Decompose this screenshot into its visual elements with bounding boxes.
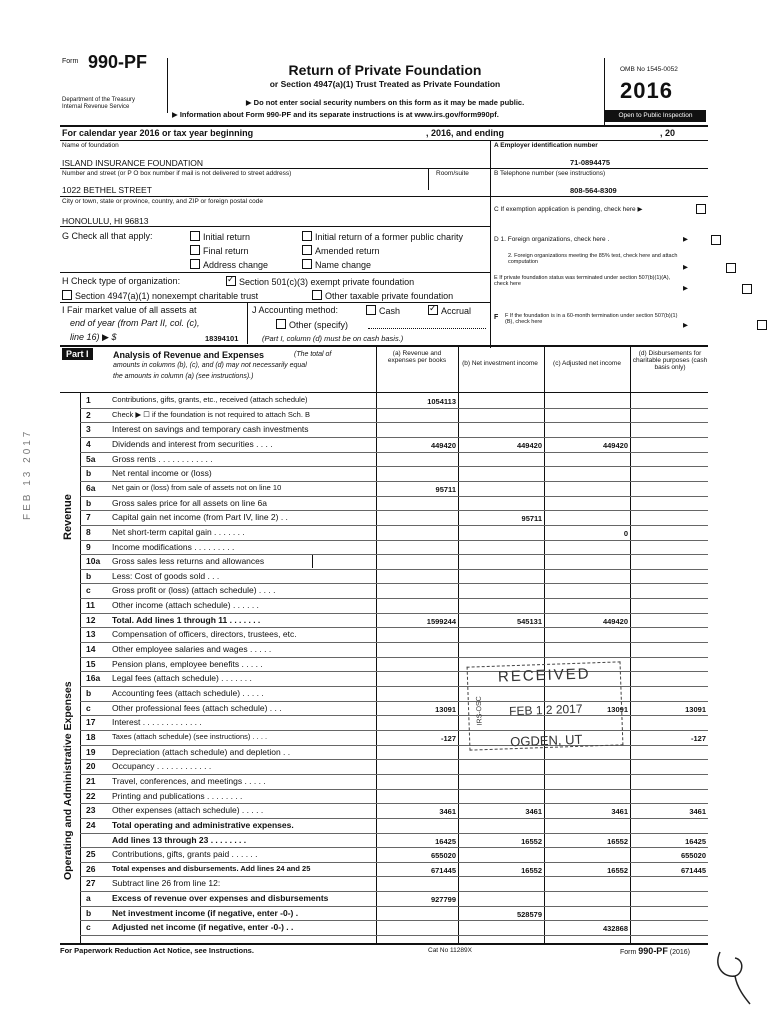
row-number: 27	[86, 878, 96, 889]
row-label: Total expenses and disbursements. Add lines 24 and 25	[112, 863, 311, 873]
row-number: 13	[86, 629, 96, 640]
option-label: Section 4947(a)(1) nonexempt charitable trust	[75, 291, 259, 301]
footer-form-year: (2016)	[669, 949, 690, 956]
part1-title: Analysis of Revenue and Expenses	[113, 350, 265, 360]
row-number: c	[86, 922, 91, 933]
row-label: Contributions, gifts, grants paid . . . . . .	[112, 849, 258, 860]
foreign-org-label: D 1. Foreign organizations, check here .	[494, 236, 610, 243]
status-terminated-checkbox[interactable]	[742, 284, 752, 294]
footer-form-id	[620, 946, 690, 956]
cell-a[interactable]: 671445	[430, 865, 456, 875]
row-number: 14	[86, 644, 96, 655]
info-notice: ▶ Information about Form 990-PF and its separate instructions is at www.irs.gov/form990pf.	[172, 110, 499, 119]
street-label: Number and street (or P O box number if mail is not delivered to street address)	[62, 170, 292, 177]
row-number: 17	[86, 717, 96, 728]
address-change-option[interactable]	[190, 259, 268, 270]
received-city: OGDEN, UT	[509, 731, 583, 750]
option-label: Other taxable private foundation	[325, 291, 454, 301]
row-number: b	[86, 570, 92, 581]
foreign-85-label: 2. Foreign organizations meeting the 85% test, check here and attach computation	[508, 253, 678, 265]
omb-number: OMB No 1545-0052	[620, 66, 678, 73]
option-label: Section 501(c)(3) exempt private foundation	[239, 277, 415, 287]
row-number: 12	[86, 614, 96, 625]
org-501c3-option[interactable]	[226, 276, 414, 287]
cell-c[interactable]: 3461	[611, 807, 628, 817]
amended-return-option[interactable]	[302, 245, 380, 256]
row-label: Other expenses (attach schedule) . . . . .	[112, 805, 264, 816]
checkbox[interactable]	[302, 259, 312, 269]
city-state-zip: HONOLULU, HI 96813	[62, 216, 149, 226]
line-10a-input[interactable]	[312, 555, 375, 568]
row-number: a	[86, 893, 91, 904]
form-label: Form	[62, 58, 79, 65]
row-label: Net rental income or (loss)	[112, 468, 212, 479]
other-method-option[interactable]	[276, 319, 348, 330]
city-label: City or town, state or province, country, and ZIP or foreign postal code	[62, 198, 263, 205]
part1-badge: Part I	[62, 348, 93, 360]
exemption-pending-label: C If exemption application is pending, check here ▶	[494, 206, 643, 213]
row-number: c	[86, 585, 91, 596]
row-label: Other professional fees (attach schedule) . . .	[112, 702, 282, 713]
other-specify-line[interactable]	[368, 328, 486, 329]
row-label: Legal fees (attach schedule) . . . . . . .	[112, 673, 252, 684]
fmv-line3: line 16) ▶ $	[70, 332, 117, 342]
fmv-line1: I Fair market value of all assets at	[62, 305, 197, 315]
row-number: 25	[86, 849, 96, 860]
row-number: 18	[86, 731, 96, 742]
check-all-label: G Check all that apply:	[62, 231, 153, 241]
received-date: FEB 1 2 2017	[508, 701, 583, 719]
part1-desc2: amounts in columns (b), (c), and (d) may not necessarily equal	[113, 362, 307, 369]
cell-c[interactable]: 432868	[602, 924, 628, 934]
former-public-charity-option[interactable]	[302, 231, 463, 242]
exemption-pending-checkbox[interactable]	[696, 204, 706, 214]
option-label: Final return	[203, 246, 249, 256]
arrow-icon: ▶	[683, 236, 688, 243]
org-type-label: H Check type of organization:	[62, 276, 181, 286]
org-other-taxable-option[interactable]	[312, 290, 453, 301]
row-number: 2	[86, 409, 91, 420]
option-label: Cash	[379, 306, 401, 316]
row-label: Adjusted net income (if negative, enter -0-) . .	[112, 922, 294, 933]
footer-cat-number: Cat No 11289X	[428, 947, 472, 954]
row-number: 9	[86, 541, 91, 552]
row-label: Interest . . . . . . . . . . . . .	[112, 717, 202, 728]
foreign-org-checkbox[interactable]	[711, 235, 721, 245]
checkbox[interactable]	[366, 305, 376, 315]
ssn-notice: ▶ Do not enter social security numbers on this form as it may be made public.	[245, 98, 525, 107]
cell-b[interactable]: 449420	[516, 440, 542, 450]
checkbox[interactable]	[190, 231, 200, 241]
accounting-method-label: J Accounting method:	[252, 305, 339, 315]
department: Department of the Treasury	[62, 97, 136, 103]
open-public-badge: Open to Public Inspection	[605, 110, 706, 122]
row-number: 4	[86, 438, 91, 449]
row-number: 6a	[86, 482, 96, 493]
cell-a[interactable]: 1599244	[426, 616, 456, 626]
checkbox[interactable]	[302, 231, 312, 241]
revenue-section-label: Revenue	[62, 494, 74, 540]
row-label: Travel, conferences, and meetings . . . . .	[112, 775, 266, 786]
option-label: Amended return	[315, 246, 380, 256]
row-label: Depreciation (attach schedule) and depletion . .	[112, 746, 291, 757]
row-number: 23	[86, 805, 96, 816]
calendar-year-label: For calendar year 2016 or tax year beginning	[62, 128, 254, 138]
row-number: 7	[86, 512, 91, 523]
cell-c[interactable]: 13091	[607, 704, 628, 714]
row-number: c	[86, 702, 91, 713]
col-c-header: (c) Adjusted net income	[553, 360, 621, 367]
cell-d[interactable]: 671445	[680, 865, 706, 875]
form-title: Return of Private Foundation	[288, 62, 482, 78]
row-label: Net investment income (if negative, enter -0-) .	[112, 907, 299, 918]
cell-a[interactable]: 95711	[435, 484, 456, 494]
row-label: Add lines 13 through 23 . . . . . . . .	[112, 834, 247, 845]
received-text: RECEIVED	[497, 665, 591, 686]
row-label: Pension plans, employee benefits . . . . .	[112, 658, 263, 669]
cell-a[interactable]: 449420	[430, 440, 456, 450]
row-number: 16a	[86, 673, 101, 684]
row-number: 24	[86, 819, 96, 830]
cell-b[interactable]: 528579	[516, 909, 542, 919]
cell-d[interactable]: -127	[690, 733, 706, 743]
col-d-header: (d) Disbursements for charitable purposes (cash basis only)	[632, 350, 708, 371]
footer-form-number: 990-PF	[638, 946, 668, 956]
cell-c[interactable]: 449420	[602, 616, 628, 626]
f-letter: F	[494, 314, 499, 321]
row-number: b	[86, 688, 92, 698]
row-label: Income modifications . . . . . . . . .	[112, 541, 235, 552]
cell-d[interactable]: 16425	[685, 836, 706, 846]
row-label: Gross sales less returns and allowances	[112, 556, 265, 567]
col-a-header: (a) Revenue and expenses per books	[387, 350, 447, 364]
cell-a[interactable]: 13091	[435, 704, 456, 714]
cash-basis-note: (Part I, column (d) must be on cash basis.)	[262, 334, 404, 343]
expenses-section-label: Operating and Administrative Expenses	[62, 681, 74, 880]
fmv-line2: end of year (from Part II, col. (c),	[70, 318, 200, 328]
option-label: Other (specify)	[289, 320, 349, 330]
foreign-85-checkbox[interactable]	[726, 263, 736, 273]
row-label: Less: Cost of goods sold . . .	[112, 570, 220, 581]
fmv-value: 18394101	[205, 334, 239, 343]
row-number: 21	[86, 775, 96, 786]
row-label: Subtract line 26 from line 12:	[112, 878, 221, 889]
row-label: Gross rents . . . . . . . . . . . .	[112, 453, 213, 464]
arrow-icon: ▶	[683, 264, 688, 271]
checkbox[interactable]	[312, 290, 322, 300]
checkbox[interactable]	[190, 259, 200, 269]
footer-paperwork-notice: For Paperwork Reduction Act Notice, see Instructions.	[60, 946, 254, 955]
form-subtitle: or Section 4947(a)(1) Trust Treated as Private Foundation	[269, 79, 501, 89]
row-number: 11	[86, 600, 95, 611]
foundation-name: ISLAND INSURANCE FOUNDATION	[62, 158, 204, 168]
calendar-year-end: , 20	[660, 128, 676, 138]
row-label: Capital gain net income (from Part IV, line 2) . .	[112, 512, 288, 523]
phone-label: B Telephone number (see instructions)	[494, 170, 606, 177]
row-label: Gross sales price for all assets on line 6a	[112, 497, 267, 508]
row-number: 8	[86, 526, 91, 537]
option-label: Address change	[203, 260, 269, 270]
option-label: Accrual	[441, 306, 472, 316]
cash-option[interactable]	[366, 305, 400, 316]
footer-form-prefix: Form	[620, 949, 637, 956]
row-label: Printing and publications . . . . . . . .	[112, 790, 243, 801]
phone-value: 808-564-8309	[570, 186, 617, 195]
cell-a[interactable]: 1054113	[427, 397, 456, 406]
form-number: 990-PF	[88, 52, 148, 72]
name-label: Name of foundation	[62, 142, 119, 149]
cell-a[interactable]: 655020	[430, 851, 456, 861]
arrow-icon: ▶	[683, 322, 688, 329]
cell-b[interactable]: 16552	[521, 865, 542, 875]
row-label: Other employee salaries and wages . . . . .	[112, 644, 272, 655]
side-stamp: FEB 13 2017	[22, 428, 33, 520]
option-label: Name change	[315, 260, 372, 270]
cell-b[interactable]: 16552	[521, 836, 542, 846]
row-label: Gross profit or (loss) (attach schedule) . . . .	[112, 585, 276, 596]
row-number: 10a	[86, 556, 101, 567]
row-label: Occupancy . . . . . . . . . . . .	[112, 761, 212, 772]
col-b-header: (b) Net investment income	[462, 360, 538, 367]
cell-a[interactable]: 3461	[439, 807, 456, 817]
row-number: 22	[86, 790, 96, 801]
row-label: Other income (attach schedule) . . . . . .	[112, 600, 259, 611]
checkbox[interactable]	[428, 305, 438, 315]
part1-desc3: the amounts in column (a) (see instructions).)	[113, 373, 254, 380]
row-number: 15	[86, 658, 96, 669]
option-label: Initial return of a former public charity	[315, 232, 464, 242]
name-change-option[interactable]	[302, 259, 371, 270]
received-stamp	[467, 661, 624, 750]
cell-b[interactable]: 95711	[521, 514, 542, 524]
checkbox[interactable]	[62, 290, 72, 300]
ein-value: 71-0894475	[570, 158, 611, 167]
row-label: Check ▶ ☐ if the foundation is not required to attach Sch. B	[112, 409, 311, 419]
row-number: 5a	[86, 453, 96, 464]
row-label: Excess of revenue over expenses and disbursements	[112, 893, 329, 904]
status-terminated-label: E If private foundation status was terminated under section 507(b)(1)(A), check here	[494, 275, 671, 287]
cell-b[interactable]: 3461	[525, 807, 542, 817]
row-label: Contributions, gifts, grants, etc., received (attach schedule)	[112, 395, 308, 404]
row-label: Total. Add lines 1 through 11 . . . . . . .	[112, 614, 261, 625]
row-label: Taxes (attach schedule) (see instructions) . . . .	[112, 731, 268, 741]
cell-d[interactable]: 13091	[685, 704, 706, 714]
row-number: 20	[86, 761, 96, 772]
cell-a[interactable]: -127	[440, 733, 456, 743]
row-label: Net short-term capital gain . . . . . . .	[112, 526, 245, 537]
accrual-option[interactable]	[428, 305, 471, 316]
handwritten-mark	[705, 948, 755, 1008]
row-number: 1	[86, 395, 91, 405]
sixty-month-checkbox[interactable]	[757, 320, 767, 330]
irs-code: IRS-OSC	[475, 696, 484, 726]
street-address: 1022 BETHEL STREET	[62, 185, 152, 195]
irs-label: Internal Revenue Service	[62, 104, 130, 110]
cell-c[interactable]: 449420	[602, 440, 628, 450]
checkbox[interactable]	[226, 276, 236, 286]
row-number: 19	[86, 746, 96, 757]
row-number: 26	[86, 863, 96, 874]
calendar-year-mid: , 2016, and ending	[426, 128, 505, 138]
final-return-option[interactable]	[190, 245, 249, 256]
sixty-month-label: F If the foundation is in a 60-month termination under section 507(b)(1)(B), check here	[505, 313, 678, 325]
cell-d[interactable]: 655020	[680, 851, 706, 861]
row-number: b	[86, 468, 92, 479]
row-label: Interest on savings and temporary cash investments	[112, 424, 309, 435]
row-number: b	[86, 497, 92, 508]
cell-c[interactable]: 0	[623, 528, 628, 538]
checkbox[interactable]	[190, 245, 200, 255]
checkbox[interactable]	[302, 245, 312, 255]
arrow-icon: ▶	[683, 285, 688, 292]
cell-c[interactable]: 16552	[607, 836, 628, 846]
cell-d[interactable]: 3461	[689, 807, 706, 817]
row-number: b	[86, 907, 92, 918]
row-number: 3	[86, 424, 91, 435]
ein-label: A Employer identification number	[494, 142, 598, 149]
row-label: Total operating and administrative expenses.	[112, 819, 294, 830]
row-label: Compensation of officers, directors, trustees, etc.	[112, 629, 297, 640]
tax-year: 2016	[620, 78, 673, 103]
cell-a[interactable]: 927799	[430, 895, 456, 905]
initial-return-option[interactable]	[190, 231, 250, 242]
cell-b[interactable]: 545131	[516, 616, 542, 626]
row-label: Accounting fees (attach schedule) . . . . .	[112, 688, 264, 698]
part1-desc1: (The total of	[294, 351, 332, 358]
option-label: Initial return	[203, 232, 251, 242]
org-4947-option[interactable]	[62, 290, 258, 301]
checkbox[interactable]	[276, 319, 286, 329]
cell-a[interactable]: 16425	[435, 836, 456, 846]
row-label: Dividends and interest from securities . . . .	[112, 438, 273, 449]
cell-c[interactable]: 16552	[607, 865, 628, 875]
row-label: Net gain or (loss) from sale of assets not on line 10	[112, 482, 282, 492]
room-label: Room/suite	[436, 170, 469, 177]
